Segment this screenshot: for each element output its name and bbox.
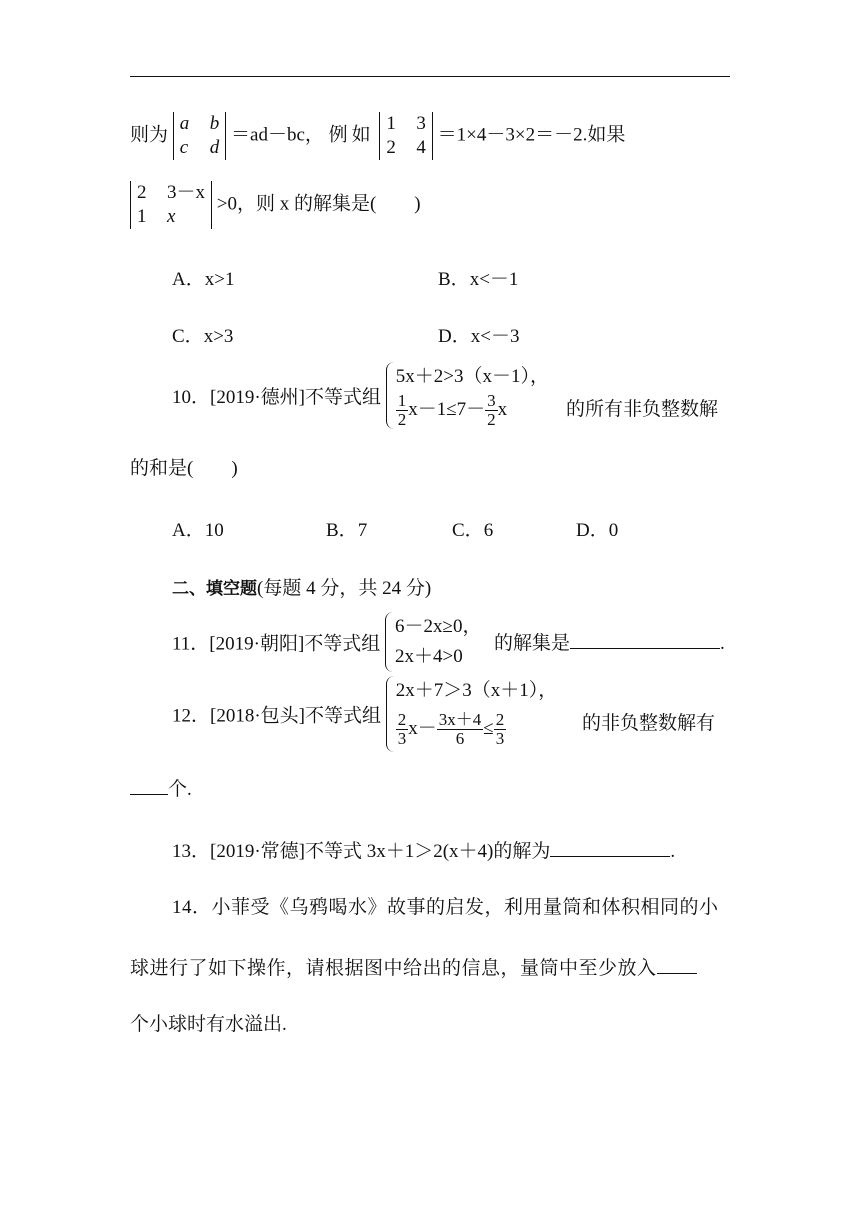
q13-answer-blank[interactable] — [550, 838, 670, 857]
q13-line: 13．[2019·常德]不等式 3x＋1＞2(x＋4)的解为 . — [172, 838, 675, 864]
q9-definition-line — [130, 112, 625, 160]
q10-option-b: B．7 — [326, 520, 368, 541]
q9-option-b: B．x<－1 — [438, 269, 519, 290]
q12-line2: 个. — [130, 776, 192, 802]
q9-option-c: C．x>3 — [172, 326, 234, 347]
header-rule — [130, 76, 730, 77]
q11-suffix: 的解集是 . — [494, 630, 725, 656]
section-note: (每题 4 分，共 24 分) — [257, 578, 432, 599]
q12-line — [172, 676, 557, 752]
q14-line1: 14．小菲受《乌鸦喝水》故事的启发，利用量筒和体积相同的小 — [172, 897, 719, 918]
q10-inequality-system: 5x＋2>3（x－1）， $\frac{1}{2}$ x－1≤7－ $\frac{3}{2}$ x — [386, 362, 549, 429]
q9-lead: 则为 — [130, 124, 169, 146]
section-title: 二、填空题 — [172, 579, 257, 599]
q9-example-formula: ＝1×4－3×2＝－2.如果 — [437, 124, 626, 146]
q9-condition-text: >0，则 x 的解集是( ) — [216, 193, 421, 215]
q10-prefix: 10．[2019·德州]不等式组 — [172, 387, 381, 408]
q9-condition-line — [130, 181, 421, 229]
q14-answer-blank[interactable] — [657, 955, 697, 974]
q12-prefix: 12．[2018·包头]不等式组 — [172, 705, 381, 727]
q12-answer-blank[interactable] — [130, 776, 168, 795]
q11-answer-blank[interactable] — [570, 630, 720, 649]
determinant-example: 1 3 2 4 — [379, 112, 433, 160]
q10-suffix: 的所有非负整数解 — [566, 399, 719, 420]
q14-line3: 个小球时有水溢出. — [130, 1014, 287, 1035]
q9-definition-formula: ＝ad－bc， — [231, 124, 324, 146]
q10-line2: 的和是( ) — [130, 458, 238, 479]
q12-inequality-system: 2x＋7＞3（x＋1）， $\frac{2}{3}$ x－ $\frac{3x+4}{6}$ ≤ $\frac{2}{3}$ — [386, 676, 558, 752]
q14-line2: 球进行了如下操作，请根据图中给出的信息，量筒中至少放入 — [130, 955, 697, 981]
q10-option-d: D．0 — [576, 520, 619, 541]
q9-example-word: 例如 — [328, 124, 375, 146]
q11-prefix: 11．[2019·朝阳]不等式组 — [172, 633, 381, 655]
q9-option-a: A．x>1 — [172, 269, 235, 290]
determinant-definition: a b c d — [173, 112, 227, 160]
q11-line — [172, 612, 481, 672]
section-heading — [172, 577, 431, 601]
q12-suffix: 的非负整数解有 — [582, 713, 716, 734]
q10-option-a: A．10 — [172, 520, 224, 541]
q11-inequality-system: 6－2x≥0， 2x＋4>0 — [385, 612, 481, 672]
determinant-condition: 2 3－x 1 x — [130, 181, 212, 229]
q10-line — [172, 362, 549, 429]
q10-option-c: C．6 — [452, 520, 494, 541]
q9-option-d: D．x<－3 — [438, 326, 520, 347]
